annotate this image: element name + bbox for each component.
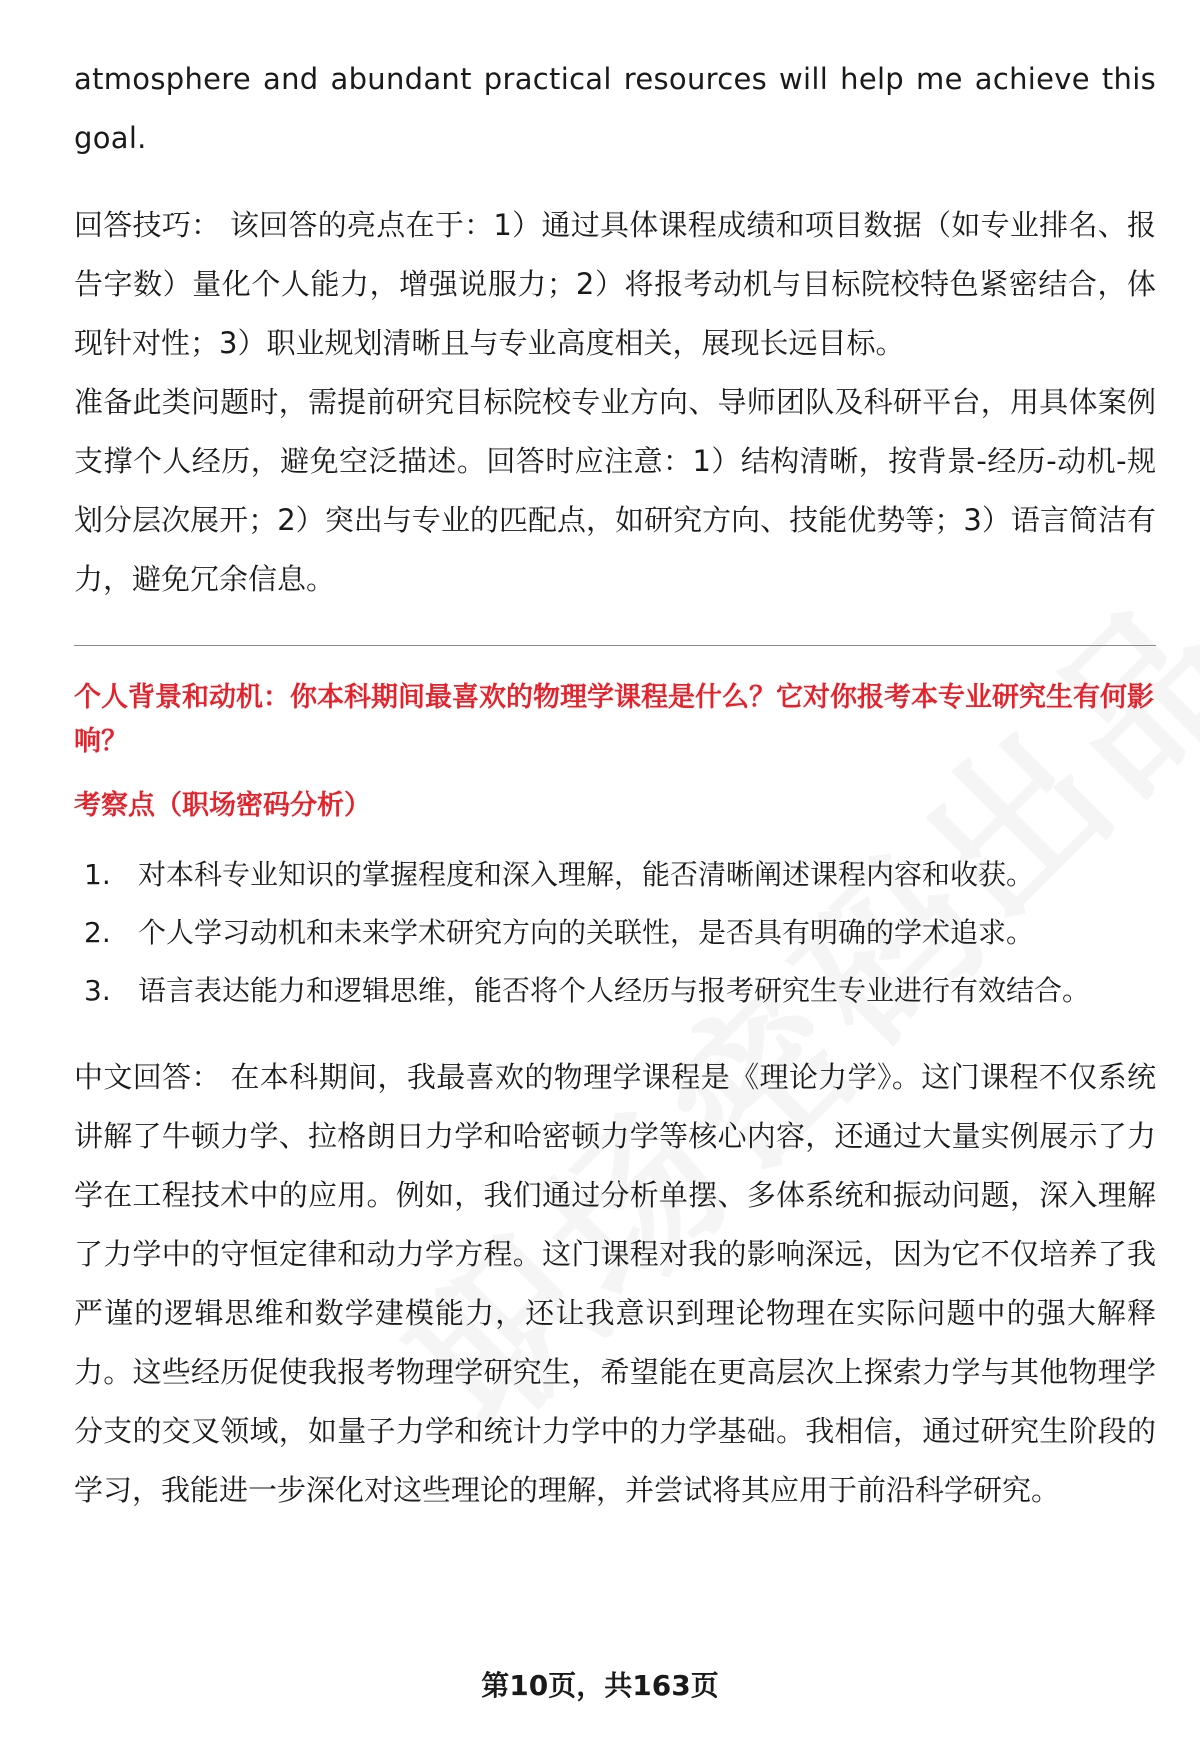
list-item xyxy=(74,846,1156,904)
section-divider xyxy=(74,645,1156,646)
document-page xyxy=(74,0,1156,1520)
chinese-answer-paragraph: 中文回答： 在本科期间，我最喜欢的物理学课程是《理论力学》。这门课程不仅系统讲解了牛顿力学、拉格朗日力学和哈密顿力学等核心内容，还通过大量实例展示了力学在工程技术中的应用。例如，我们通过分析单摆、多体系统和振动问题，深入理解了力学中的守恒定律和动力学方程。这门课程对我的影响深远，因为它不仅培养了我严谨的逻辑思维和数学建模能力，还让我意识到理论物理在实际问题中的强大解释力。这些经历促使我报考物理学研究生，希望能在更高层次上探索力学与其他物理学分支的交叉领域，如量子力学和统计力学中的力学基础。我相信，通过研究生阶段的学习，我能进一步深化对这些理论的理解，并尝试将其应用于前沿科学研究。 xyxy=(74,1060,1156,1507)
list-item-text: 个人学习动机和未来学术研究方向的关联性，是否具有明确的学术追求。 xyxy=(138,916,1035,949)
list-item xyxy=(74,904,1156,962)
list-item-number: 1. xyxy=(84,858,111,891)
focus-points-list xyxy=(74,846,1156,1020)
focus-points-heading: 考察点（职场密码分析） xyxy=(74,790,371,821)
english-answer-continuation: atmosphere and abundant practical resources will help me achieve this goal. xyxy=(74,62,1156,155)
list-item-text: 语言表达能力和逻辑思维，能否将个人经历与报考研究生专业进行有效结合。 xyxy=(138,974,1091,1007)
list-item-number: 3. xyxy=(84,974,111,1007)
list-item-number: 2. xyxy=(84,916,111,949)
question-heading: 个人背景和动机：你本科期间最喜欢的物理学课程是什么？它对你报考本专业研究生有何影响？ xyxy=(74,682,1154,757)
answer-tips-paragraph: 回答技巧： 该回答的亮点在于：1）通过具体课程成绩和项目数据（如专业排名、报告字数）量化个人能力，增强说服力；2）将报考动机与目标院校特色紧密结合，体现针对性；3）职业规划清晰且与专业高度相关，展现长远目标。 xyxy=(74,208,1156,360)
preparation-advice-paragraph: 准备此类问题时，需提前研究目标院校专业方向、导师团队及科研平台，用具体案例支撑个人经历，避免空泛描述。回答时应注意：1）结构清晰，按背景-经历-动机-规划分层次展开；2）突出与专业的匹配点，如研究方向、技能优势等；3）语言简洁有力，避免冗余信息。 xyxy=(74,385,1156,596)
list-item-text: 对本科专业知识的掌握程度和深入理解，能否清晰阐述课程内容和收获。 xyxy=(138,858,1035,891)
page-number-footer: 第10页，共163页 xyxy=(481,1669,719,1702)
list-item xyxy=(74,962,1156,1020)
